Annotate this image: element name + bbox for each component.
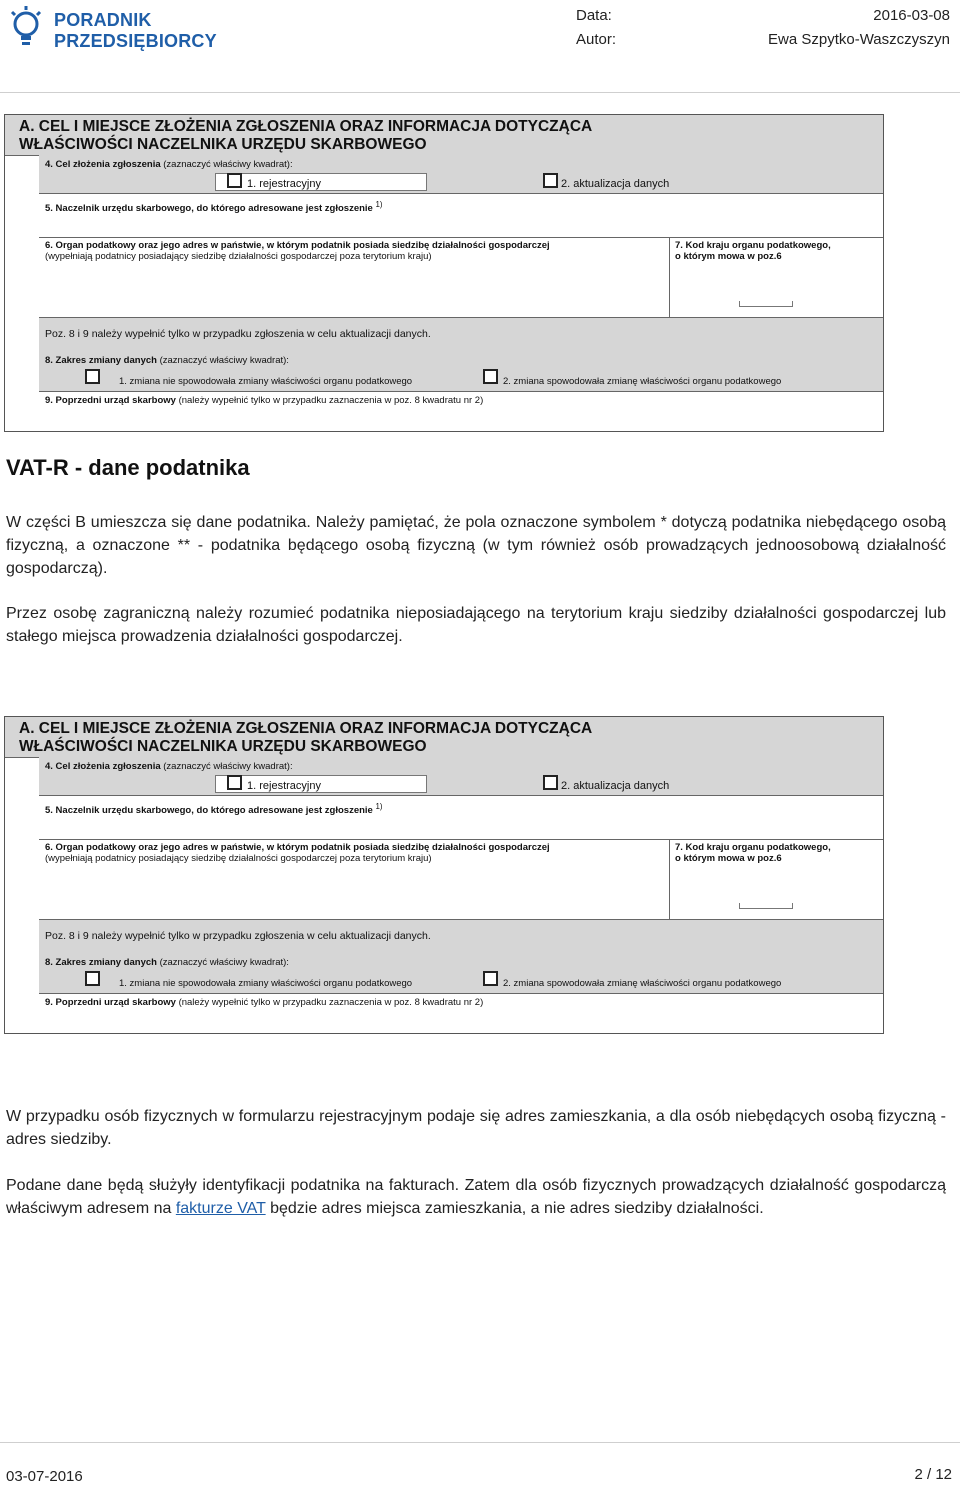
form-divider — [669, 237, 670, 317]
field-4-title: 4. Cel złożenia zgłoszenia — [45, 761, 161, 772]
checkbox-icon[interactable] — [85, 369, 100, 384]
field-4-option-1: 1. rejestracyjny — [247, 780, 321, 792]
field-9-title: 9. Poprzedni urząd skarbowy — [45, 395, 176, 406]
field-9-hint: (należy wypełnić tylko w przypadku zaznaczenia w poz. 8 kwadratu nr 2) — [178, 997, 484, 1008]
paragraph-4 — [6, 1174, 946, 1220]
form-divider — [39, 391, 884, 392]
page-header — [0, 0, 960, 90]
form-title-line-2: WŁAŚCIWOŚCI NACZELNIKA URZĘDU SKARBOWEGO — [19, 738, 427, 755]
paragraph-2: Przez osobę zagraniczną należy rozumieć podatnika nieposiadającego na terytorium kraju siedziby działalności gospodarczej lub stałego miejsca prowadzenia działalności gospodarczej. — [6, 605, 946, 645]
form-title — [19, 720, 592, 756]
field-4-option-2: 2. aktualizacja danych — [561, 780, 670, 792]
lightbulb-icon — [8, 4, 48, 52]
logo[interactable] — [8, 4, 268, 56]
paragraph-4-text-1: Podane dane będą służyły identyfikacji podatnika na fakturach. Zatem dla osób fizycznych prowadzących działalność gospodarczą właściwym adresem na — [6, 1177, 946, 1217]
section-title: VAT-R - dane podatnika — [6, 455, 250, 480]
field-4-title: 4. Cel złożenia zgłoszenia — [45, 159, 161, 170]
field-8-title: 8. Zakres zmiany danych — [45, 957, 157, 968]
field-6-title: 6. Organ podatkowy oraz jego adres w państwie, w którym podatnik posiada siedzibę działalności gospodarczej — [45, 842, 550, 853]
field-7-label — [675, 240, 831, 262]
faktura-vat-link[interactable]: fakturze VAT — [175, 1200, 266, 1217]
note-text: Poz. 8 i 9 należy wypełnić tylko w przypadku zgłoszenia w celu aktualizacji danych. — [45, 328, 431, 340]
logo-text — [54, 10, 217, 52]
checkbox-icon[interactable] — [483, 971, 498, 986]
field-9-label — [45, 395, 483, 406]
paragraph-1: W części B umieszcza się dane podatnika. Należy pamiętać, że pola oznaczone symbolem * dotyczą podatnika niebędącego osobą fizyczną, a oznaczone ** - podatnika będącego osobą fizyczną (w tym również osób prowadzących jednoosobową działalność gospodarczą). — [6, 514, 946, 577]
form-divider — [39, 993, 884, 994]
field-6-title: 6. Organ podatkowy oraz jego adres w państwie, w którym podatnik posiada siedzibę działalności gospodarczej — [45, 240, 550, 251]
author-value: Ewa Szpytko-Waszczyszyn — [768, 31, 950, 48]
field-7-input[interactable] — [739, 903, 793, 909]
field-8-option-2: 2. zmiana spowodowała zmianę właściwości organu podatkowego — [503, 978, 782, 989]
field-7-title-2: o którym mowa w poz.6 — [675, 853, 782, 864]
checkbox-icon[interactable] — [85, 971, 100, 986]
field-7-title-1: 7. Kod kraju organu podatkowego, — [675, 842, 831, 853]
form-divider — [39, 237, 884, 238]
footer-date: 03-07-2016 — [6, 1468, 83, 1485]
field-5-title: 5. Naczelnik urzędu skarbowego, do którego adresowane jest zgłoszenie — [45, 805, 373, 817]
paragraph-4-text-2: będzie adres miejsca zamieszkania, a nie adres siedziby działalności. — [265, 1200, 764, 1217]
field-4-label — [45, 761, 293, 772]
header-divider — [0, 92, 960, 93]
form-title-line-2: WŁAŚCIWOŚCI NACZELNIKA URZĘDU SKARBOWEGO — [19, 136, 427, 153]
field-5-sup: 1) — [375, 802, 383, 811]
field-5-label — [45, 801, 383, 816]
meta-labels — [576, 4, 616, 52]
form-image — [4, 716, 884, 1034]
note-text: Poz. 8 i 9 należy wypełnić tylko w przypadku zgłoszenia w celu aktualizacji danych. — [45, 930, 431, 942]
date-value: 2016-03-08 — [873, 7, 950, 24]
checkbox-icon[interactable] — [543, 173, 558, 188]
form-divider — [39, 839, 884, 840]
field-7-label — [675, 842, 831, 864]
form-divider — [39, 193, 884, 194]
field-9-hint: (należy wypełnić tylko w przypadku zaznaczenia w poz. 8 kwadratu nr 2) — [178, 395, 484, 406]
field-7-input[interactable] — [739, 301, 793, 307]
form-title-band — [5, 717, 883, 758]
field-8-label — [45, 957, 289, 968]
field-8-hint: (zaznaczyć właściwy kwadrat): — [159, 957, 289, 968]
field-4-hint: (zaznaczyć właściwy kwadrat): — [163, 761, 293, 772]
field-6-label — [45, 240, 550, 262]
field-8-hint: (zaznaczyć właściwy kwadrat): — [159, 355, 289, 366]
checkbox-icon[interactable] — [543, 775, 558, 790]
form-title-line-1: A. CEL I MIEJSCE ZŁOŻENIA ZGŁOSZENIA ORAZ INFORMACJA DOTYCZĄCA — [19, 118, 593, 135]
field-5-label — [45, 199, 383, 214]
field-5-sup: 1) — [375, 200, 383, 209]
field-7-title-2: o którym mowa w poz.6 — [675, 251, 782, 262]
form-divider — [39, 317, 884, 318]
paragraph-3: W przypadku osób fizycznych w formularzu rejestracyjnym podaje się adres zamieszkania, a dla osób niebędących osobą fizyczną - adres siedziby. — [6, 1108, 946, 1148]
author-label: Autor: — [576, 31, 617, 48]
field-6-hint: (wypełniają podatnicy posiadający siedzibę działalności gospodarczej poza terytorium kraju) — [45, 853, 432, 864]
form-divider — [39, 919, 884, 920]
form-title-line-1: A. CEL I MIEJSCE ZŁOŻENIA ZGŁOSZENIA ORAZ INFORMACJA DOTYCZĄCA — [19, 720, 593, 737]
field-8-option-2: 2. zmiana spowodowała zmianę właściwości organu podatkowego — [503, 376, 782, 387]
logo-line-1: PORADNIK — [54, 10, 152, 30]
form-title-band — [5, 115, 883, 156]
page-number: 2 / 12 — [914, 1466, 952, 1483]
checkbox-icon[interactable] — [227, 173, 242, 188]
meta-values — [768, 4, 950, 52]
field-6-label — [45, 842, 550, 864]
logo-line-2: PRZEDSIĘBIORCY — [54, 31, 217, 51]
field-5-title: 5. Naczelnik urzędu skarbowego, do którego adresowane jest zgłoszenie — [45, 203, 373, 215]
checkbox-icon[interactable] — [483, 369, 498, 384]
date-label: Data: — [576, 7, 612, 24]
field-7-title-1: 7. Kod kraju organu podatkowego, — [675, 240, 831, 251]
field-9-label — [45, 997, 483, 1008]
form-image — [4, 114, 884, 432]
field-6-hint: (wypełniają podatnicy posiadający siedzibę działalności gospodarczej poza terytorium kraju) — [45, 251, 432, 262]
field-8-label — [45, 355, 289, 366]
field-9-title: 9. Poprzedni urząd skarbowy — [45, 997, 176, 1008]
field-4-hint: (zaznaczyć właściwy kwadrat): — [163, 159, 293, 170]
field-8-option-1: 1. zmiana nie spowodowała zmiany właściwości organu podatkowego — [119, 376, 413, 387]
field-8-title: 8. Zakres zmiany danych — [45, 355, 157, 366]
form-divider — [39, 795, 884, 796]
footer-divider — [0, 1442, 960, 1443]
field-4-option-2: 2. aktualizacja danych — [561, 178, 670, 190]
field-4-option-1: 1. rejestracyjny — [247, 178, 321, 190]
form-divider — [669, 839, 670, 919]
field-8-option-1: 1. zmiana nie spowodowała zmiany właściwości organu podatkowego — [119, 978, 413, 989]
checkbox-icon[interactable] — [227, 775, 242, 790]
field-4-label — [45, 159, 293, 170]
form-title — [19, 118, 592, 154]
